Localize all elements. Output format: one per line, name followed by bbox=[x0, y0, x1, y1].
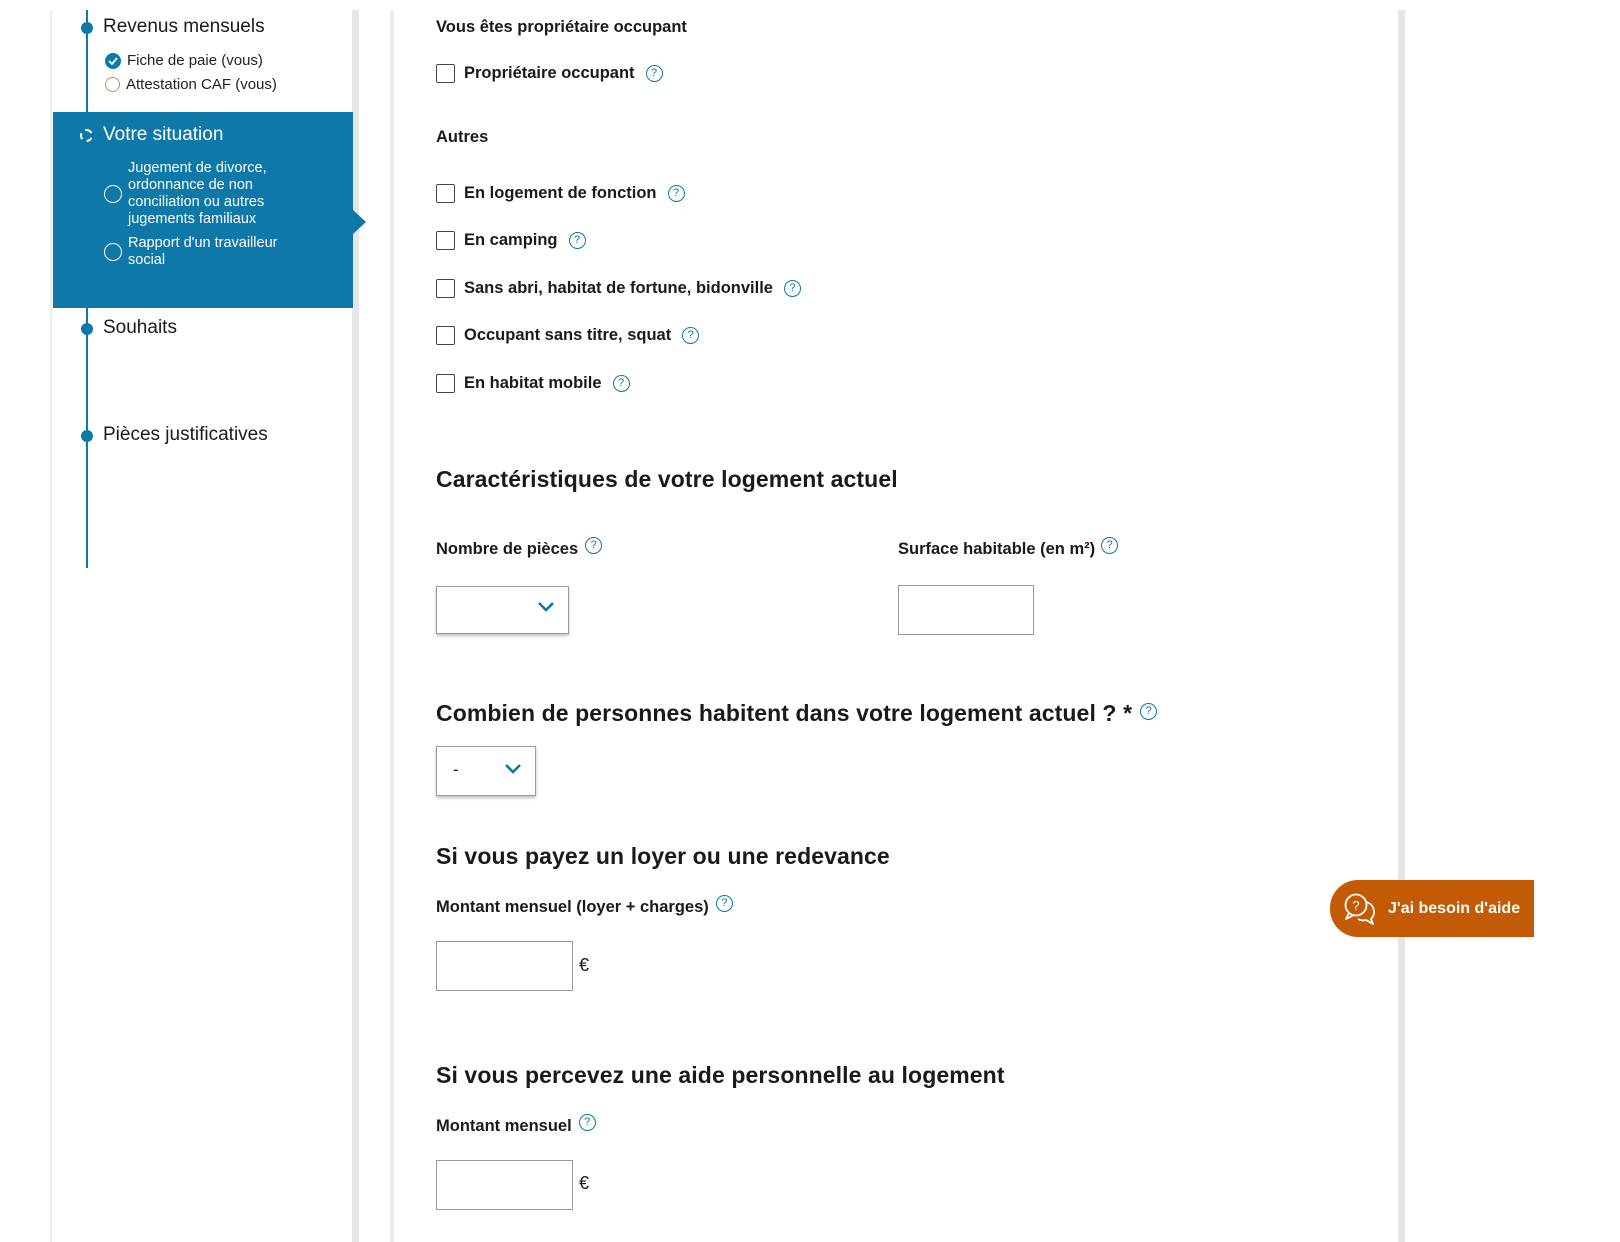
help-icon[interactable]: ? bbox=[716, 895, 733, 912]
sidebar-item-jugement[interactable] bbox=[104, 160, 284, 228]
checkbox-label: En habitat mobile bbox=[464, 374, 602, 392]
step-revenus-mensuels[interactable]: Revenus mensuels bbox=[103, 16, 265, 37]
sidebar-item-rapport-travailleur[interactable] bbox=[104, 235, 294, 269]
aid-label: Montant mensuel bbox=[436, 1117, 572, 1135]
step-votre-situation: Votre situation bbox=[103, 124, 224, 145]
checkbox-label: Propriétaire occupant bbox=[464, 64, 635, 82]
active-step-arrow bbox=[353, 210, 366, 234]
help-icon[interactable]: ? bbox=[646, 65, 663, 82]
surface-label: Surface habitable (en m²) bbox=[898, 540, 1096, 558]
help-button-label: J'ai besoin d'aide bbox=[1388, 899, 1521, 917]
persons-select-value: - bbox=[453, 760, 459, 779]
step-dot bbox=[81, 323, 93, 335]
main-right-border bbox=[1398, 10, 1405, 1242]
checkbox-label: Occupant sans titre, squat bbox=[464, 326, 672, 344]
help-icon[interactable]: ? bbox=[569, 232, 586, 249]
help-icon[interactable]: ? bbox=[579, 1114, 596, 1131]
checkbox-habitat-mobile[interactable] bbox=[436, 374, 630, 393]
empty-circle-icon bbox=[105, 77, 120, 92]
checkbox-sans-abri[interactable] bbox=[436, 279, 801, 298]
sidebar-outer-border bbox=[50, 10, 52, 1242]
others-heading: Autres bbox=[436, 128, 489, 146]
currency-symbol: € bbox=[579, 955, 590, 975]
chat-help-icon bbox=[1342, 892, 1376, 926]
persons-select[interactable] bbox=[436, 746, 536, 796]
chevron-down-icon bbox=[537, 601, 555, 613]
step-dot bbox=[81, 22, 93, 34]
checkbox-camping[interactable] bbox=[436, 231, 586, 250]
step-souhaits[interactable]: Souhaits bbox=[103, 317, 177, 338]
rent-amount-input[interactable] bbox=[436, 941, 573, 991]
checkbox-box[interactable] bbox=[436, 231, 455, 250]
aid-heading: Si vous percevez une aide personnelle au logement bbox=[436, 1062, 1005, 1088]
help-button[interactable] bbox=[1330, 880, 1534, 937]
checkbox-label: Sans abri, habitat de fortune, bidonville bbox=[464, 279, 773, 297]
checkbox-box[interactable] bbox=[436, 64, 455, 83]
aid-amount-input[interactable] bbox=[436, 1160, 573, 1210]
sidebar-divider bbox=[352, 10, 359, 1242]
in-progress-icon bbox=[80, 129, 93, 142]
checkbox-label: En camping bbox=[464, 231, 558, 249]
aid-label-row bbox=[436, 1117, 596, 1136]
checkbox-box[interactable] bbox=[436, 374, 455, 393]
help-icon[interactable]: ? bbox=[682, 327, 699, 344]
check-circle-icon bbox=[105, 53, 121, 69]
step-votre-situation-active[interactable] bbox=[53, 112, 353, 308]
empty-circle-icon bbox=[104, 243, 122, 261]
help-icon[interactable]: ? bbox=[784, 280, 801, 297]
persons-heading: Combien de personnes habitent dans votre logement actuel ? * bbox=[436, 700, 1133, 726]
checkbox-box[interactable] bbox=[436, 326, 455, 345]
checkbox-box[interactable] bbox=[436, 279, 455, 298]
help-icon[interactable]: ? bbox=[1101, 537, 1118, 554]
rent-heading: Si vous payez un loyer ou une redevance bbox=[436, 843, 890, 869]
help-icon[interactable]: ? bbox=[613, 375, 630, 392]
chevron-down-icon bbox=[504, 763, 522, 775]
sidebar-item-label: Rapport d'un travailleur social bbox=[128, 235, 278, 268]
persons-heading-row bbox=[436, 700, 1157, 727]
currency-symbol: € bbox=[579, 1173, 590, 1193]
rent-label: Montant mensuel (loyer + charges) bbox=[436, 898, 709, 916]
surface-label-row bbox=[898, 540, 1118, 559]
rooms-label-row bbox=[436, 540, 602, 559]
svg-text:?: ? bbox=[1352, 897, 1360, 913]
rooms-label: Nombre de pièces bbox=[436, 540, 579, 558]
main-left-border bbox=[390, 10, 394, 1242]
empty-circle-icon bbox=[104, 185, 122, 203]
characteristics-heading: Caractéristiques de votre logement actuel bbox=[436, 466, 898, 492]
help-icon[interactable]: ? bbox=[668, 185, 685, 202]
checkbox-logement-fonction[interactable] bbox=[436, 184, 685, 203]
surface-input[interactable] bbox=[898, 585, 1034, 635]
help-icon[interactable]: ? bbox=[585, 537, 602, 554]
rent-label-row bbox=[436, 898, 733, 917]
sidebar-item-label: Fiche de paie (vous) bbox=[127, 52, 263, 69]
checkbox-label: En logement de fonction bbox=[464, 184, 657, 202]
checkbox-box[interactable] bbox=[436, 184, 455, 203]
sidebar-item-label: Jugement de divorce, ordonnance de non conciliation ou autres jugements familiaux bbox=[128, 160, 267, 227]
owner-heading: Vous êtes propriétaire occupant bbox=[436, 18, 687, 36]
step-pieces-justificatives[interactable]: Pièces justificatives bbox=[103, 424, 268, 445]
checkbox-proprietaire-occupant[interactable] bbox=[436, 64, 663, 83]
step-dot bbox=[81, 430, 93, 442]
sidebar-item-fiche-de-paie[interactable] bbox=[105, 52, 263, 69]
rooms-select[interactable] bbox=[436, 586, 569, 634]
checkbox-occupant-sans-titre[interactable] bbox=[436, 326, 699, 345]
sidebar-item-label: Attestation CAF (vous) bbox=[126, 76, 277, 93]
sidebar-item-attestation-caf[interactable] bbox=[105, 76, 277, 93]
help-icon[interactable]: ? bbox=[1140, 703, 1157, 720]
